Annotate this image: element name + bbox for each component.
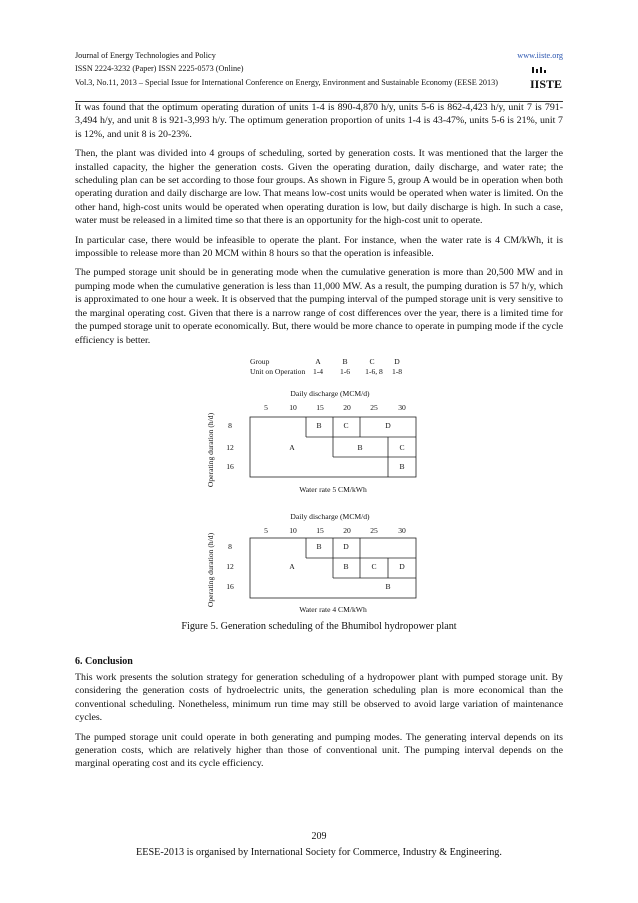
issn-line: ISSN 2224-3232 (Paper) ISSN 2225-0573 (Online) bbox=[75, 64, 244, 74]
chart-2-grid bbox=[250, 538, 416, 598]
chart-2-xtick-5: 5 bbox=[264, 526, 268, 535]
chart-2-xtick-25: 25 bbox=[370, 526, 378, 535]
logo-text: IISTE bbox=[529, 77, 563, 91]
chart-1-region-b-mid: B bbox=[357, 443, 363, 452]
chart-1-xtick-25: 25 bbox=[370, 403, 378, 412]
paragraph-1: It was found that the optimum operating duration of units 1-4 is 890-4,870 h/y, units 5-6 is 862-4,423 h/y, unit 7 is 791-3,494 h/y, and unit 8 is 921-3,993 h/y. The optimum generation proportion of units 1-4 is 43-47%, units 5-6 is 21%, unit 7 is 12%, and unit 8 is 20-23%. bbox=[75, 102, 563, 140]
chart-1-region-b-bottom: B bbox=[399, 462, 405, 471]
page-number: 209 bbox=[311, 831, 327, 842]
chart-2-region-c-mid: C bbox=[371, 562, 377, 571]
legend-group-a: A bbox=[315, 357, 321, 366]
page-header bbox=[75, 49, 563, 89]
paragraph-2: Then, the plant was divided into 4 groups of scheduling, sorted by generation costs. It was mentioned that the larger the installed capacity, the higher the generation costs. Given the operating duration, daily discharge, and water rate; the scheduling plan can be set according to those four groups. As shown in Figure 5, group A would be in operation when both operating duration and daily discharge are low. That means low-cost units would be operated when water is limited. On the other hand, high-cost units would be operated when operating duration is low, but daily discharge is high. In such a case, water must be released in a limited time so that there is an opportunity for the high-cost unit to operate. bbox=[75, 148, 563, 227]
chart-2-region-b-top: B bbox=[316, 542, 322, 551]
chart-1-xtick-10: 10 bbox=[289, 403, 297, 412]
legend-group-b: B bbox=[342, 357, 348, 366]
chart-2-region-d-mid: D bbox=[399, 562, 405, 571]
chart-1-region-b-top: B bbox=[316, 421, 322, 430]
body-paragraphs bbox=[75, 101, 563, 353]
chart-2-ytick-8: 8 bbox=[228, 542, 232, 551]
chart-2-ylabel: Operating duration (h/d) bbox=[206, 532, 215, 608]
legend-group-c: C bbox=[369, 357, 375, 366]
chart-1-xtick-30: 30 bbox=[398, 403, 406, 412]
chart-1-grid bbox=[250, 417, 416, 477]
iiste-logo-icon bbox=[529, 67, 563, 91]
chart-2-xlabel: Daily discharge (MCM/d) bbox=[290, 512, 370, 521]
chart-1-xtick-20: 20 bbox=[343, 403, 351, 412]
schedule-chart-water-rate-4 bbox=[206, 512, 416, 614]
chart-2-ytick-16: 16 bbox=[226, 582, 234, 591]
chart-1-subtitle: Water rate 5 CM/kWh bbox=[299, 485, 367, 494]
legend-unit-d: 1-8 bbox=[391, 367, 403, 376]
legend-unit-c: 1-6, 8 bbox=[365, 367, 383, 376]
paragraph-3: In particular case, there would be infeasible to operate the plant. For instance, when the water rate is 4 CM/kWh, it is impossible to release more than 20 MCM within 8 hours so that the operation is infeasible. bbox=[75, 234, 563, 260]
legend-group-d: D bbox=[394, 357, 400, 366]
chart-2-xtick-30: 30 bbox=[398, 526, 406, 535]
conclusion-paragraph-1: This work presents the solution strategy for generation scheduling of a hydropower plant with pumped storage unit. By considering the generation costs of hydroelectric units, the generation scheduling plan is more economical than the conventional scheduling. Nonetheless, minimum run time may still be observed to avoid large variation of maintenance cycles. bbox=[75, 672, 563, 724]
journal-url-link[interactable]: www.iiste.org bbox=[517, 51, 563, 60]
legend-group-label: Group bbox=[250, 357, 270, 366]
chart-2-xtick-10: 10 bbox=[289, 526, 297, 535]
chart-1-ylabel: Operating duration (h/d) bbox=[206, 412, 215, 488]
chart-2-subtitle: Water rate 4 CM/kWh bbox=[299, 605, 367, 614]
chart-2-region-a: A bbox=[289, 562, 295, 571]
chart-1-ytick-16: 16 bbox=[226, 462, 234, 471]
chart-1-xlabel: Daily discharge (MCM/d) bbox=[290, 389, 370, 398]
volume-line: Vol.3, No.11, 2013 – Special Issue for International Conference on Energy, Environment and Sustainable Economy (EESE 2013) bbox=[75, 77, 498, 87]
conclusion-paragraphs bbox=[75, 671, 563, 777]
conclusion-paragraph-2: The pumped storage unit could operate in both generating and pumping modes. The generating interval depends on its generation costs, which are relatively higher than those of conventional unit. The pumping interval depends on the marginal operating cost and its cycle efficiency. bbox=[75, 731, 563, 770]
legend-unit-b: 1-6 bbox=[339, 367, 351, 376]
chart-1-region-c-mid: C bbox=[399, 443, 405, 452]
chart-2-region-d-top: D bbox=[343, 542, 349, 551]
figure-caption: Figure 5. Generation scheduling of the Bhumibol hydropower plant bbox=[181, 621, 457, 632]
paragraph-4: The pumped storage unit should be in generating mode when the cumulative generation is more than 20,500 MW and in pumping mode when the cumulative generation is less than 11,000 MW. As a result, the pumping duration is 57 h/y, which is approximated to one hour a week. It is observed that the pumping interval of the pumped storage unit is very sensitive to the marginal operating cost. Given that there is a narrow range of cost differences over the year, there is a limited time for the pumped storage unit to operate economically. But, there would be more chance to operate in pumping mode if the cycle efficiency is better. bbox=[75, 267, 563, 346]
legend bbox=[250, 357, 402, 376]
chart-1-xtick-5: 5 bbox=[264, 403, 268, 412]
figure-5-scheduling-diagram bbox=[200, 355, 440, 620]
section-heading: 6. Conclusion bbox=[75, 656, 133, 667]
schedule-chart-water-rate-5 bbox=[206, 389, 416, 494]
chart-1-ytick-12: 12 bbox=[226, 443, 234, 452]
chart-2-xtick-20: 20 bbox=[343, 526, 351, 535]
chart-2-region-b-bottom: B bbox=[385, 582, 391, 591]
page-footer: EESE-2013 is organised by International Society for Commerce, Industry & Engineering. bbox=[136, 847, 502, 858]
journal-row bbox=[75, 49, 563, 62]
legend-unit-a: 1-4 bbox=[312, 367, 324, 376]
chart-1-region-a: A bbox=[289, 443, 295, 452]
chart-2-region-b-mid: B bbox=[343, 562, 349, 571]
chart-1-region-c-top: C bbox=[343, 421, 349, 430]
chart-1-ytick-8: 8 bbox=[228, 421, 232, 430]
chart-2-xtick-15: 15 bbox=[316, 526, 324, 535]
chart-2-ytick-12: 12 bbox=[226, 562, 234, 571]
legend-unit-label: Unit on Operation bbox=[250, 367, 306, 376]
journal-title: Journal of Energy Technologies and Policy bbox=[75, 51, 216, 60]
chart-1-region-d: D bbox=[385, 421, 391, 430]
chart-1-xtick-15: 15 bbox=[316, 403, 324, 412]
